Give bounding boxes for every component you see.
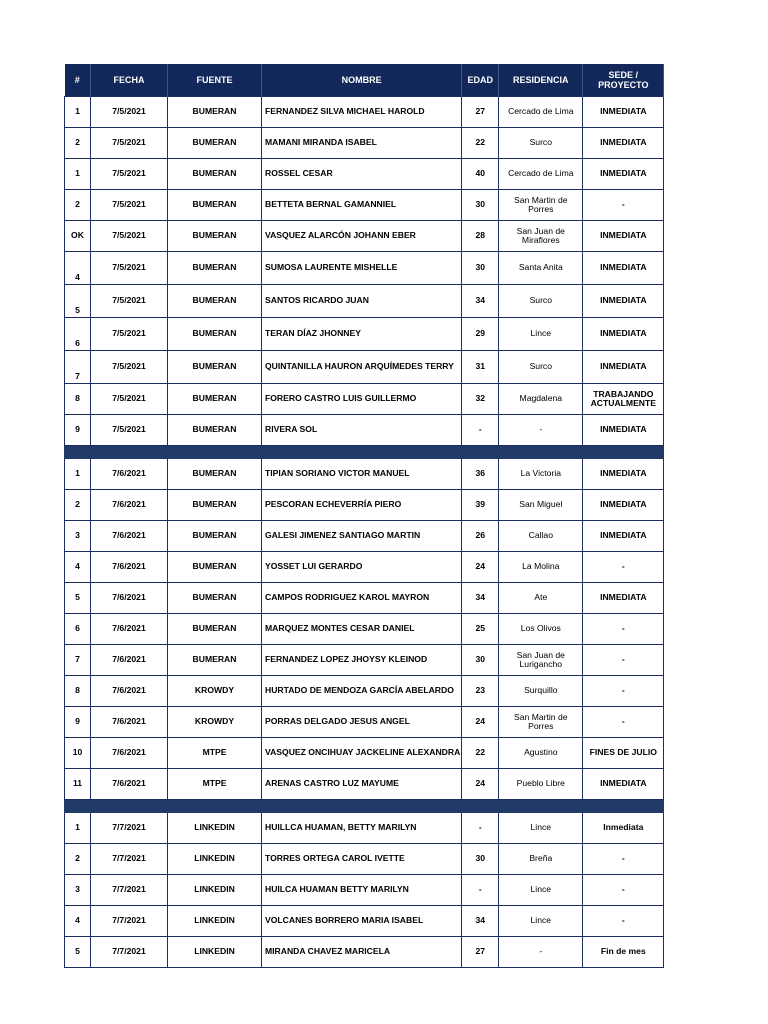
cell-residencia: San Juan de Miraflores	[499, 221, 583, 252]
cell-num: 5	[65, 583, 91, 614]
cell-residencia: -	[499, 415, 583, 446]
cell-sede: Inmediata	[583, 813, 664, 844]
header-sede: SEDE / PROYECTO	[583, 64, 664, 97]
cell-fecha: 7/6/2021	[91, 490, 168, 521]
cell-sede: -	[583, 844, 664, 875]
cell-sede: INMEDIATA	[583, 415, 664, 446]
cell-nombre: VASQUEZ ONCIHUAY JACKELINE ALEXANDRA	[262, 738, 462, 769]
cell-edad: 34	[462, 583, 499, 614]
cell-edad: 34	[462, 285, 499, 318]
cell-fecha: 7/6/2021	[91, 459, 168, 490]
table-row	[65, 97, 664, 128]
header-fecha: FECHA	[91, 64, 168, 97]
cell-fuente: BUMERAN	[168, 583, 262, 614]
group-separator	[65, 800, 664, 813]
cell-residencia: Surco	[499, 285, 583, 318]
cell-sede: Fin de mes	[583, 937, 664, 968]
cell-fuente: BUMERAN	[168, 490, 262, 521]
cell-residencia: San Martin de Porres	[499, 707, 583, 738]
cell-nombre: TIPIAN SORIANO VICTOR MANUEL	[262, 459, 462, 490]
header-row	[65, 64, 664, 97]
cell-sede: INMEDIATA	[583, 490, 664, 521]
cell-fecha: 7/6/2021	[91, 769, 168, 800]
cell-nombre: HUILLCA HUAMAN, BETTY MARILYN	[262, 813, 462, 844]
cell-sede: -	[583, 676, 664, 707]
cell-edad: 40	[462, 159, 499, 190]
cell-edad: 30	[462, 844, 499, 875]
cell-residencia: Ate	[499, 583, 583, 614]
cell-fuente: LINKEDIN	[168, 813, 262, 844]
cell-residencia: San Martin de Porres	[499, 190, 583, 221]
table-row	[65, 937, 664, 968]
cell-num: 10	[65, 738, 91, 769]
cell-residencia: Breña	[499, 844, 583, 875]
cell-fuente: BUMERAN	[168, 318, 262, 351]
cell-nombre: HUILCA HUAMAN BETTY MARILYN	[262, 875, 462, 906]
cell-nombre: FERNANDEZ SILVA MICHAEL HAROLD	[262, 97, 462, 128]
cell-residencia: Cercado de Lima	[499, 159, 583, 190]
cell-fecha: 7/6/2021	[91, 676, 168, 707]
cell-edad: 27	[462, 937, 499, 968]
header-fuente: FUENTE	[168, 64, 262, 97]
cell-fecha: 7/6/2021	[91, 614, 168, 645]
cell-fecha: 7/6/2021	[91, 645, 168, 676]
cell-sede: INMEDIATA	[583, 351, 664, 384]
cell-num: 4	[65, 552, 91, 583]
cell-fuente: BUMERAN	[168, 552, 262, 583]
cell-fecha: 7/6/2021	[91, 521, 168, 552]
cell-fecha: 7/7/2021	[91, 875, 168, 906]
cell-fecha: 7/5/2021	[91, 384, 168, 415]
cell-nombre: SUMOSA LAURENTE MISHELLE	[262, 252, 462, 285]
cell-residencia: Agustino	[499, 738, 583, 769]
cell-nombre: YOSSET LUI GERARDO	[262, 552, 462, 583]
cell-sede: -	[583, 645, 664, 676]
cell-num: 2	[65, 190, 91, 221]
cell-fecha: 7/6/2021	[91, 583, 168, 614]
cell-sede: INMEDIATA	[583, 128, 664, 159]
cell-fuente: BUMERAN	[168, 97, 262, 128]
cell-edad: -	[462, 875, 499, 906]
table-row	[65, 676, 664, 707]
cell-nombre: FORERO CASTRO LUIS GUILLERMO	[262, 384, 462, 415]
cell-fuente: LINKEDIN	[168, 937, 262, 968]
cell-residencia: Surquillo	[499, 676, 583, 707]
cell-edad: 27	[462, 97, 499, 128]
cell-fecha: 7/6/2021	[91, 707, 168, 738]
cell-num: 1	[65, 97, 91, 128]
cell-num: 11	[65, 769, 91, 800]
header-residencia: RESIDENCIA	[499, 64, 583, 97]
cell-nombre: FERNANDEZ LOPEZ JHOYSY KLEINOD	[262, 645, 462, 676]
cell-fuente: MTPE	[168, 738, 262, 769]
cell-residencia: Los Olivos	[499, 614, 583, 645]
table-row	[65, 285, 664, 318]
cell-edad: 39	[462, 490, 499, 521]
cell-num: 5	[65, 937, 91, 968]
cell-fecha: 7/5/2021	[91, 128, 168, 159]
cell-nombre: VOLCANES BORRERO MARIA ISABEL	[262, 906, 462, 937]
table-row	[65, 351, 664, 384]
cell-num: 2	[65, 844, 91, 875]
cell-nombre: MARQUEZ MONTES CESAR DANIEL	[262, 614, 462, 645]
cell-edad: 22	[462, 738, 499, 769]
cell-fecha: 7/6/2021	[91, 738, 168, 769]
cell-fecha: 7/5/2021	[91, 318, 168, 351]
cell-sede: -	[583, 190, 664, 221]
group-separator	[65, 446, 664, 459]
group-separator-bar	[65, 800, 664, 813]
cell-edad: 28	[462, 221, 499, 252]
cell-sede: -	[583, 707, 664, 738]
cell-fecha: 7/7/2021	[91, 906, 168, 937]
header-num: #	[65, 64, 91, 97]
cell-sede: INMEDIATA	[583, 583, 664, 614]
cell-num: 8	[65, 384, 91, 415]
table-row	[65, 459, 664, 490]
cell-edad: 30	[462, 252, 499, 285]
cell-residencia: Lince	[499, 318, 583, 351]
cell-sede: FINES DE JULIO	[583, 738, 664, 769]
table-row	[65, 813, 664, 844]
cell-edad: 24	[462, 769, 499, 800]
cell-residencia: Cercado de Lima	[499, 97, 583, 128]
header-nombre: NOMBRE	[262, 64, 462, 97]
cell-sede: INMEDIATA	[583, 521, 664, 552]
table-row	[65, 415, 664, 446]
cell-residencia: Callao	[499, 521, 583, 552]
cell-residencia: Surco	[499, 128, 583, 159]
cell-fuente: KROWDY	[168, 676, 262, 707]
table-row	[65, 128, 664, 159]
cell-edad: 23	[462, 676, 499, 707]
cell-nombre: TERAN DÍAZ JHONNEY	[262, 318, 462, 351]
table-row	[65, 583, 664, 614]
cell-sede: -	[583, 614, 664, 645]
cell-edad: 22	[462, 128, 499, 159]
cell-nombre: MIRANDA CHAVEZ MARICELA	[262, 937, 462, 968]
cell-edad: 30	[462, 190, 499, 221]
table-row	[65, 875, 664, 906]
table-row	[65, 645, 664, 676]
cell-nombre: PORRAS DELGADO JESUS ANGEL	[262, 707, 462, 738]
cell-fuente: BUMERAN	[168, 221, 262, 252]
cell-nombre: TORRES ORTEGA CAROL IVETTE	[262, 844, 462, 875]
cell-fecha: 7/6/2021	[91, 552, 168, 583]
table-row	[65, 318, 664, 351]
cell-num: 7	[65, 351, 91, 384]
cell-residencia: Surco	[499, 351, 583, 384]
cell-fecha: 7/5/2021	[91, 351, 168, 384]
table-row	[65, 490, 664, 521]
cell-fuente: BUMERAN	[168, 190, 262, 221]
cell-edad: 30	[462, 645, 499, 676]
cell-edad: -	[462, 813, 499, 844]
cell-edad: 36	[462, 459, 499, 490]
cell-nombre: ROSSEL CESAR	[262, 159, 462, 190]
cell-num: OK	[65, 221, 91, 252]
cell-fecha: 7/5/2021	[91, 285, 168, 318]
cell-fuente: BUMERAN	[168, 415, 262, 446]
cell-fuente: LINKEDIN	[168, 875, 262, 906]
table-row	[65, 614, 664, 645]
cell-num: 1	[65, 159, 91, 190]
cell-fuente: MTPE	[168, 769, 262, 800]
cell-fecha: 7/5/2021	[91, 221, 168, 252]
cell-sede: INMEDIATA	[583, 159, 664, 190]
cell-fuente: BUMERAN	[168, 159, 262, 190]
cell-num: 4	[65, 906, 91, 937]
table-row	[65, 738, 664, 769]
cell-nombre: HURTADO DE MENDOZA GARCÍA ABELARDO	[262, 676, 462, 707]
cell-fuente: BUMERAN	[168, 645, 262, 676]
cell-residencia: Pueblo Libre	[499, 769, 583, 800]
cell-fuente: BUMERAN	[168, 614, 262, 645]
cell-num: 6	[65, 318, 91, 351]
cell-residencia: Lince	[499, 906, 583, 937]
cell-num: 1	[65, 813, 91, 844]
cell-residencia: -	[499, 937, 583, 968]
cell-num: 2	[65, 128, 91, 159]
cell-residencia: Magdalena	[499, 384, 583, 415]
cell-sede: INMEDIATA	[583, 769, 664, 800]
group-separator-bar	[65, 446, 664, 459]
cell-edad: 25	[462, 614, 499, 645]
table-row	[65, 906, 664, 937]
cell-edad: 32	[462, 384, 499, 415]
table-row	[65, 190, 664, 221]
cell-fecha: 7/5/2021	[91, 415, 168, 446]
cell-num: 2	[65, 490, 91, 521]
cell-nombre: GALESI JIMENEZ SANTIAGO MARTIN	[262, 521, 462, 552]
table-body	[65, 97, 664, 968]
cell-edad: -	[462, 415, 499, 446]
cell-num: 3	[65, 875, 91, 906]
cell-num: 3	[65, 521, 91, 552]
cell-edad: 26	[462, 521, 499, 552]
cell-fuente: KROWDY	[168, 707, 262, 738]
cell-edad: 29	[462, 318, 499, 351]
cell-fecha: 7/5/2021	[91, 97, 168, 128]
cell-fuente: LINKEDIN	[168, 906, 262, 937]
cell-num: 9	[65, 707, 91, 738]
table-row	[65, 221, 664, 252]
cell-fuente: BUMERAN	[168, 128, 262, 159]
cell-nombre: MAMANI MIRANDA ISABEL	[262, 128, 462, 159]
cell-sede: INMEDIATA	[583, 97, 664, 128]
cell-fecha: 7/5/2021	[91, 252, 168, 285]
cell-fecha: 7/5/2021	[91, 159, 168, 190]
cell-sede: INMEDIATA	[583, 459, 664, 490]
cell-fuente: BUMERAN	[168, 285, 262, 318]
cell-fuente: LINKEDIN	[168, 844, 262, 875]
cell-num: 6	[65, 614, 91, 645]
cell-sede: INMEDIATA	[583, 252, 664, 285]
cell-fuente: BUMERAN	[168, 521, 262, 552]
table-row	[65, 159, 664, 190]
cell-sede: -	[583, 552, 664, 583]
cell-sede: INMEDIATA	[583, 285, 664, 318]
cell-nombre: RIVERA SOL	[262, 415, 462, 446]
cell-fecha: 7/7/2021	[91, 844, 168, 875]
cell-fuente: BUMERAN	[168, 252, 262, 285]
cell-residencia: Santa Anita	[499, 252, 583, 285]
cell-edad: 31	[462, 351, 499, 384]
table-row	[65, 844, 664, 875]
cell-sede: -	[583, 875, 664, 906]
cell-residencia: La Molina	[499, 552, 583, 583]
cell-nombre: QUINTANILLA HAURON ARQUÍMEDES TERRY	[262, 351, 462, 384]
cell-fuente: BUMERAN	[168, 351, 262, 384]
cell-fecha: 7/5/2021	[91, 190, 168, 221]
table-row	[65, 707, 664, 738]
cell-edad: 24	[462, 552, 499, 583]
cell-sede: INMEDIATA	[583, 221, 664, 252]
cell-sede: -	[583, 906, 664, 937]
table-row	[65, 384, 664, 415]
cell-residencia: La Victoria	[499, 459, 583, 490]
cell-num: 1	[65, 459, 91, 490]
cell-num: 5	[65, 285, 91, 318]
cell-num: 9	[65, 415, 91, 446]
header-edad: EDAD	[462, 64, 499, 97]
cell-edad: 34	[462, 906, 499, 937]
cell-num: 7	[65, 645, 91, 676]
cell-nombre: CAMPOS RODRIGUEZ KAROL MAYRON	[262, 583, 462, 614]
cell-fecha: 7/7/2021	[91, 937, 168, 968]
table-row	[65, 521, 664, 552]
table-row	[65, 552, 664, 583]
cell-residencia: San Miguel	[499, 490, 583, 521]
cell-nombre: VASQUEZ ALARCÓN JOHANN EBER	[262, 221, 462, 252]
cell-residencia: Lince	[499, 875, 583, 906]
table-row	[65, 252, 664, 285]
cell-fecha: 7/7/2021	[91, 813, 168, 844]
cell-fuente: BUMERAN	[168, 459, 262, 490]
cell-sede: TRABAJANDO ACTUALMENTE	[583, 384, 664, 415]
cell-num: 4	[65, 252, 91, 285]
cell-num: 8	[65, 676, 91, 707]
table-row	[65, 769, 664, 800]
cell-fuente: BUMERAN	[168, 384, 262, 415]
cell-sede: INMEDIATA	[583, 318, 664, 351]
cell-edad: 24	[462, 707, 499, 738]
candidates-table	[64, 64, 664, 968]
cell-nombre: PESCORAN ECHEVERRÍA PIERO	[262, 490, 462, 521]
cell-residencia: San Juan de Lurigancho	[499, 645, 583, 676]
cell-nombre: BETTETA BERNAL GAMANNIEL	[262, 190, 462, 221]
cell-nombre: ARENAS CASTRO LUZ MAYUME	[262, 769, 462, 800]
cell-residencia: Lince	[499, 813, 583, 844]
cell-nombre: SANTOS RICARDO JUAN	[262, 285, 462, 318]
